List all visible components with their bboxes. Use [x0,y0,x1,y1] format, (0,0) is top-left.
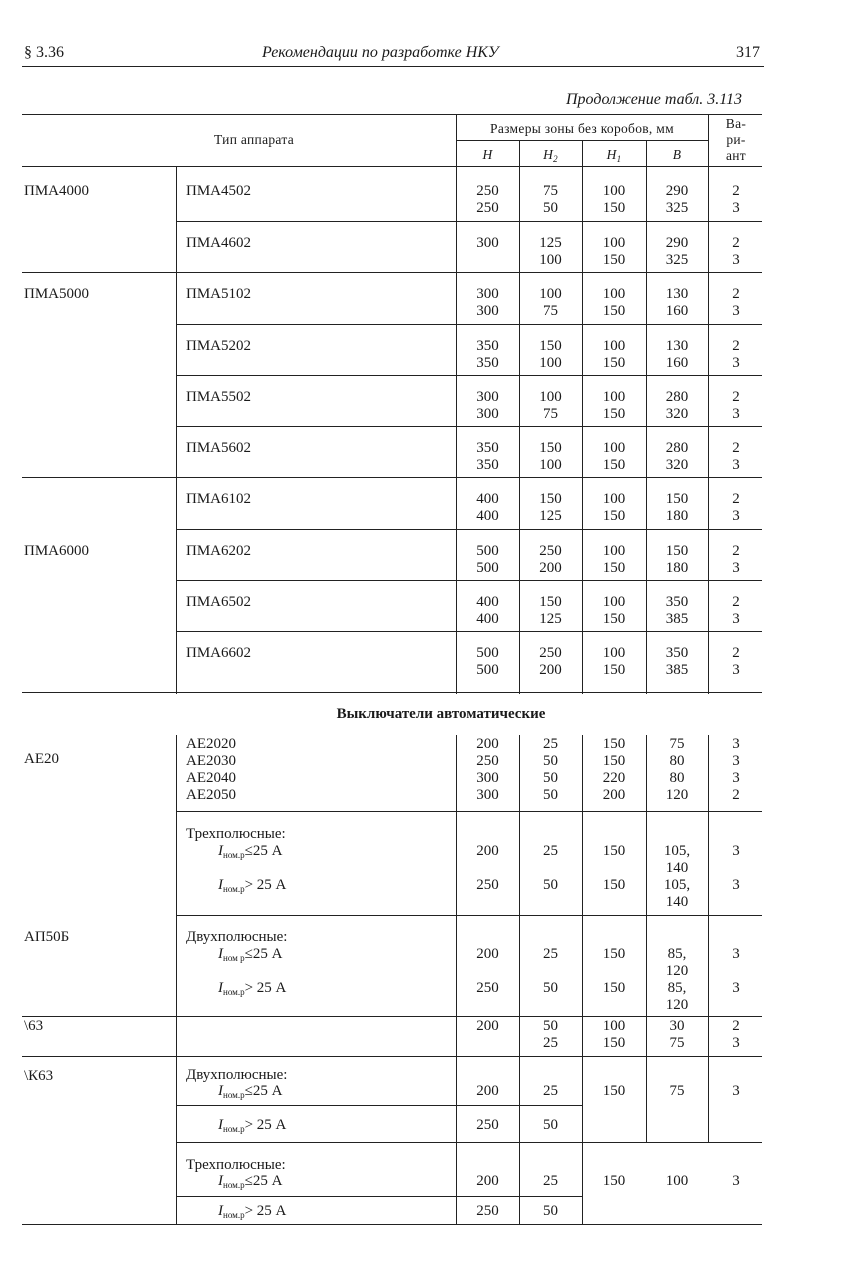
table-cell: 300 [476,389,499,405]
model-name: ПМА6502 [186,594,252,610]
section-number: § 3.36 [24,44,64,61]
table-cell: 50 [543,753,558,769]
table-cell: 80 [669,753,685,769]
model-name: ПМА6202 [186,543,252,559]
table-cell: 2 [732,1018,740,1034]
table-cell: 2 [732,389,740,405]
table-cell: 3 [732,946,740,962]
table-cell: 80 [669,770,685,786]
table-cell: 3 [732,736,740,752]
table-cell: 100 [602,389,626,405]
table-cell: 385 [665,611,689,627]
table-cell: 150 [602,252,626,268]
table-cell: 150 [539,338,562,354]
group-name: ПМА5000 [24,286,90,302]
table-cell: 400 [476,594,499,610]
table-cell: 25 [543,946,558,962]
group-name: ПМА4000 [24,183,90,199]
table-cell: 100 [665,1173,689,1189]
table-cell: 75 [543,183,558,199]
table-cell: 350 [476,355,499,371]
ap50b-cond-le25-b: $I_{ном р}\le 25$ А [218,946,283,963]
table-cell: 140 [665,860,689,876]
table-cell: 250 [476,753,499,769]
table-cell: 75 [669,1083,685,1099]
ap50b-cond-gt25-b: $I_{ном.р}> 25$ А [218,980,287,997]
table-cell: 30 [669,1018,685,1034]
model-name: АЕ2040 [186,770,236,786]
table-cell: 350 [476,338,499,354]
table-cell: 150 [602,611,626,627]
table-cell: 3 [732,560,740,576]
table-cell: 25 [543,843,558,859]
table-cell: 200 [539,662,562,678]
col-header-variant: Ва- ри- ант [725,116,747,163]
table-cell: 150 [602,303,626,319]
table-cell: 85, [667,946,687,962]
model-name: АЕ2020 [186,736,236,752]
model-name: ПМА6602 [186,645,252,661]
table-cell: 105, [663,877,691,893]
table-cell: 25 [543,1083,558,1099]
page-number: 317 [736,44,760,61]
ap50b-group-name: АП50Б [24,929,70,945]
table-cell: 100 [602,491,626,507]
table-cell: 150 [539,491,562,507]
ak63-cond-le25-a: $I_{ном.р}\le 25$ А [218,1083,283,1100]
table-cell: 50 [543,787,558,803]
table-cell: 100 [539,389,562,405]
table-cell: 25 [543,1035,558,1051]
table-cell: 200 [476,1083,499,1099]
table-cell: 325 [665,252,689,268]
ap50b-cond-le25-a: $I_{ном.р}\le 25$ А [218,843,283,860]
table-cell: 100 [602,286,626,302]
table-cell: 300 [476,770,499,786]
table-cell: 50 [543,200,558,216]
table-cell: 125 [539,611,562,627]
table-cell: 2 [732,491,740,507]
table-cell: 2 [732,440,740,456]
table-cell: 250 [539,543,562,559]
ak63-group-name: \К63 [24,1068,54,1084]
ak63-cond-gt25-a: $I_{ном.р}> 25$ А [218,1117,287,1134]
ap50b-two-pole-label: Двухполюсные: [186,929,288,945]
table-cell: 2 [732,543,740,559]
table-cell: 3 [732,303,740,319]
table-cell: 300 [476,406,499,422]
table-cell: 75 [669,1035,685,1051]
table-cell: 350 [665,645,689,661]
table-cell: 130 [665,286,689,302]
table-cell: 180 [665,508,689,524]
table-cell: 150 [602,753,626,769]
table-cell: 100 [539,355,562,371]
table-cell: 3 [732,355,740,371]
table-cell: 3 [732,406,740,422]
table-cell: 3 [732,843,740,859]
table-cell: 250 [476,980,499,996]
col-header-zone: Размеры зоны без коробов, мм [490,121,674,136]
table-cell: 280 [665,389,689,405]
ap50b-cond-gt25-a: $I_{ном.р}> 25$ А [218,877,287,894]
table-cell: 150 [602,662,626,678]
table-cell: 320 [665,406,689,422]
table-cell: 150 [602,736,626,752]
col-header-h1: $H_1$ [606,147,622,164]
table-cell: 325 [665,200,689,216]
table-cell: 2 [732,183,740,199]
table-cell: 100 [539,457,562,473]
model-name: ПМА6102 [186,491,252,507]
table-cell: 100 [602,235,626,251]
table-cell: 2 [732,338,740,354]
table-cell: 50 [543,1018,558,1034]
table-cell: 200 [476,946,499,962]
table-cell: 150 [539,440,562,456]
table-cell: 75 [543,406,558,422]
header-rule [22,66,764,67]
table-cell: 2 [732,645,740,661]
col-header-h2: $H_2$ [543,147,558,164]
table-cell: 200 [476,736,499,752]
table-cell: 290 [665,183,689,199]
table-cell: 100 [602,440,626,456]
table-cell: 385 [665,662,689,678]
table-cell: 2 [732,286,740,302]
table-cell: 250 [476,200,499,216]
table-cell: 150 [602,406,626,422]
table-cell: 50 [543,770,558,786]
ak63-cond-gt25-b: $I_{ном.р}> 25$ А [218,1203,287,1220]
breakers-title: Выключатели автоматические [336,706,546,722]
model-name: АЕ2050 [186,787,236,803]
table-cell: 150 [602,457,626,473]
model-name: ПМА5102 [186,286,252,302]
table-cell: 300 [476,303,499,319]
table-cell: 150 [602,508,626,524]
table-cell: 100 [602,543,626,559]
table-cell: 250 [476,183,499,199]
model-name: АЕ2030 [186,753,236,769]
table-cell: 200 [539,560,562,576]
model-name: ПМА5502 [186,389,252,405]
table-cell: 150 [602,1083,626,1099]
ap50b-three-pole-label: Трехполюсные: [186,826,286,842]
table-cell: 3 [732,200,740,216]
ak63-two-pole-label: Двухполюсные: [186,1067,288,1083]
table-cell: 200 [476,1173,499,1189]
group-name: ПМА6000 [24,543,90,559]
table-cell: 160 [665,303,689,319]
table-cell: 75 [669,736,685,752]
running-title: Рекомендации по разработке НКУ [262,44,499,61]
table-cell: 400 [476,508,499,524]
table-cell: 75 [543,303,558,319]
table-cell: 125 [539,235,562,251]
table-cell: 150 [665,491,689,507]
table-cell: 500 [476,662,499,678]
table-cell: 160 [665,355,689,371]
table-cell: 200 [602,787,626,803]
table-cell: 130 [665,338,689,354]
table-cell: 350 [476,440,499,456]
table-cell: 250 [476,1203,499,1219]
model-name: ПМА4602 [186,235,252,251]
table-cell: 3 [732,508,740,524]
table-cell: 85, [667,980,687,996]
model-name: ПМА4502 [186,183,252,199]
table-cell: 250 [476,877,499,893]
table-cell: 290 [665,235,689,251]
col-header-h: H [482,147,493,162]
table-cell: 2 [732,235,740,251]
col-header-type: Тип аппарата [213,132,295,147]
table-cell: 180 [665,560,689,576]
table-cell: 350 [476,457,499,473]
table-cell: 280 [665,440,689,456]
col-header-b: B [672,147,682,162]
table-cell: 500 [476,560,499,576]
table-cell: 3 [732,662,740,678]
table-cell: 300 [476,787,499,803]
model-name: ПМА5202 [186,338,252,354]
table-cell: 25 [543,1173,558,1189]
table-cell: 500 [476,645,499,661]
table-cell: 100 [602,183,626,199]
table-cell: 320 [665,457,689,473]
table-cell: 50 [543,980,558,996]
table-cell: 120 [665,963,689,979]
table-cell: 120 [665,997,689,1013]
table-cell: 3 [732,457,740,473]
table-cell: 200 [476,1018,499,1034]
table-cell: 220 [602,770,626,786]
table-continuation: Продолжение табл. 3.113 [566,91,743,108]
model-name: ПМА5602 [186,440,252,456]
table-cell: 150 [602,355,626,371]
table-cell: 25 [543,736,558,752]
table-cell: 3 [732,980,740,996]
table-cell: 150 [602,200,626,216]
table-cell: 3 [732,877,740,893]
ae20-group-name: АЕ20 [24,751,59,767]
table-cell: 100 [602,645,626,661]
ak63-cond-le25-b: $I_{ном.р}\le 25$ А [218,1173,283,1190]
table-cell: 120 [665,787,689,803]
table-cell: 300 [476,235,499,251]
table-cell: 300 [476,286,499,302]
table-cell: 500 [476,543,499,559]
table-cell: 100 [539,286,562,302]
table-cell: 3 [732,1035,740,1051]
table-cell: 50 [543,1117,558,1133]
table-cell: 100 [602,594,626,610]
table-cell: 105, [663,843,691,859]
table-cell: 200 [476,843,499,859]
table-cell: 3 [732,1173,740,1189]
table-cell: 150 [602,1173,626,1189]
table-cell: 250 [476,1117,499,1133]
table-cell: 100 [602,338,626,354]
table-cell: 350 [665,594,689,610]
table-cell: 125 [539,508,562,524]
table-cell: 2 [732,787,740,803]
table-cell: 400 [476,491,499,507]
table-cell: 2 [732,594,740,610]
table-cell: 150 [602,877,626,893]
table-cell: 150 [602,1035,626,1051]
table-cell: 3 [732,252,740,268]
table-cell: 150 [602,980,626,996]
table-cell: 400 [476,611,499,627]
table-cell: 3 [732,753,740,769]
table-cell: 150 [602,843,626,859]
table-cell: 150 [602,560,626,576]
table-cell: 150 [665,543,689,559]
a63-group-name: \63 [24,1018,44,1034]
table-cell: 3 [732,770,740,786]
table-cell: 140 [665,894,689,910]
table-cell: 50 [543,1203,558,1219]
table-cell: 100 [602,1018,626,1034]
table-cell: 3 [732,611,740,627]
ak63-three-pole-label: Трехполюсные: [186,1157,286,1173]
table-cell: 100 [539,252,562,268]
table-cell: 150 [539,594,562,610]
table-cell: 50 [543,877,558,893]
table-cell: 250 [539,645,562,661]
table-cell: 150 [602,946,626,962]
table-cell: 3 [732,1083,740,1099]
